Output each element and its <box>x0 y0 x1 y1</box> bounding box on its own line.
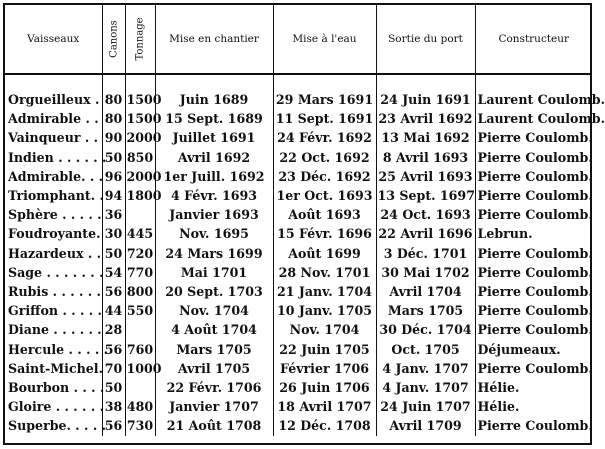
table-row <box>5 378 592 397</box>
departure-date-cell: 24 Juin 1691 <box>376 74 475 109</box>
ship-name-cell: Indien . . . . . . <box>5 148 102 167</box>
ship-table-frame <box>3 3 605 445</box>
builder-cell: Pierre Coulomb. <box>477 303 593 319</box>
builder-cell: Déjumeaux. <box>477 341 561 357</box>
keel-date-cell: 20 Sept. 1703 <box>155 282 273 301</box>
header-sortie-du-port: Sortie du port <box>376 5 475 74</box>
table-header <box>5 5 592 74</box>
header-tonnage-label: Tonnage <box>134 17 146 61</box>
table-row <box>5 224 592 243</box>
builder-cell: Pierre Coulomb. <box>477 207 593 223</box>
table-row <box>5 301 592 320</box>
launch-date-cell: 15 Févr. 1696 <box>273 224 376 243</box>
tonnage-cell: 1500 <box>125 74 155 109</box>
table-row <box>5 263 592 282</box>
launch-date-cell: 18 Avril 1707 <box>273 397 376 416</box>
keel-date-cell: Janvier 1693 <box>155 205 273 224</box>
ship-name-cell: Rubis . . . . . . <box>5 282 102 301</box>
header-mise-a-l-eau: Mise à l'eau <box>273 5 376 74</box>
keel-date-cell: Mai 1701 <box>155 263 273 282</box>
table-row <box>5 186 592 205</box>
builder-cell: Laurent Coulomb. <box>477 111 605 127</box>
canons-cell: 70 <box>102 359 125 378</box>
launch-date-cell: Février 1706 <box>273 359 376 378</box>
tonnage-cell: 720 <box>125 244 155 263</box>
departure-date-cell: Mars 1705 <box>376 301 475 320</box>
header-mise-en-chantier: Mise en chantier <box>155 5 273 74</box>
launch-date-cell: 28 Nov. 1701 <box>273 263 376 282</box>
table-body <box>5 74 605 436</box>
ship-name-cell: Admirable . . <box>5 109 102 128</box>
table-row <box>5 359 592 378</box>
ship-name-cell: Triomphant. . <box>5 186 102 205</box>
departure-date-cell: 8 Avril 1693 <box>376 148 475 167</box>
canons-cell: 80 <box>102 74 125 109</box>
ship-name-cell: Gloire . . . . . . <box>5 397 102 416</box>
tonnage-cell <box>125 378 155 397</box>
tonnage-cell <box>125 205 155 224</box>
canons-cell: 50 <box>102 244 125 263</box>
departure-date-cell: 3 Déc. 1701 <box>376 244 475 263</box>
ship-table <box>5 5 605 436</box>
ship-name-cell: Hercule . . . . . <box>5 340 102 359</box>
ship-name-cell: Sage . . . . . . . <box>5 263 102 282</box>
launch-date-cell: 22 Juin 1705 <box>273 340 376 359</box>
table-row <box>5 397 592 416</box>
builder-cell: Pierre Coulomb. <box>477 168 593 184</box>
table-row <box>5 205 592 224</box>
ship-name-cell: Saint-Michel. <box>5 359 102 378</box>
departure-date-cell: Oct. 1705 <box>376 340 475 359</box>
table-row <box>5 74 592 109</box>
tonnage-cell: 850 <box>125 148 155 167</box>
departure-date-cell: 4 Janv. 1707 <box>376 359 475 378</box>
departure-date-cell: 25 Avril 1693 <box>376 167 475 186</box>
builder-cell: Laurent Coulomb. <box>477 92 605 107</box>
table-row <box>5 148 592 167</box>
canons-cell: 36 <box>102 205 125 224</box>
builder-cell: Pierre Coulomb. <box>477 360 593 376</box>
tonnage-cell: 2000 <box>125 167 155 186</box>
header-row <box>5 5 592 74</box>
tonnage-cell: 445 <box>125 224 155 243</box>
builder-cell: Hélie. <box>477 399 520 415</box>
table-row <box>5 109 592 128</box>
ship-name-cell: Griffon . . . . . <box>5 301 102 320</box>
builder-cell: Pierre Coulomb. <box>477 149 593 165</box>
keel-date-cell: 4 Août 1704 <box>155 320 273 339</box>
table-row <box>5 128 592 147</box>
departure-date-cell: 4 Janv. 1707 <box>376 378 475 397</box>
builder-cell: Pierre Coulomb. <box>477 264 593 280</box>
launch-date-cell: 29 Mars 1691 <box>273 74 376 109</box>
keel-date-cell: 21 Août 1708 <box>155 416 273 435</box>
keel-date-cell: Nov. 1704 <box>155 301 273 320</box>
header-canons <box>102 5 125 74</box>
header-canons-label: Canons <box>108 20 119 58</box>
canons-cell: 30 <box>102 224 125 243</box>
builder-cell: Pierre Coulomb. <box>477 284 593 300</box>
table-row <box>5 244 592 263</box>
launch-date-cell: 10 Janv. 1705 <box>273 301 376 320</box>
table-row <box>5 340 592 359</box>
canons-cell: 56 <box>102 340 125 359</box>
tonnage-cell: 760 <box>125 340 155 359</box>
launch-date-cell: Nov. 1704 <box>273 320 376 339</box>
canons-cell: 96 <box>102 167 125 186</box>
launch-date-cell: 22 Oct. 1692 <box>273 148 376 167</box>
tonnage-cell: 1000 <box>125 359 155 378</box>
keel-date-cell: Avril 1692 <box>155 148 273 167</box>
ship-name-cell: Vainqueur . . <box>5 128 102 147</box>
launch-date-cell: 12 Déc. 1708 <box>273 416 376 435</box>
ship-name-cell: Bourbon . . . . <box>5 378 102 397</box>
ship-name-cell: Orgueilleux . <box>5 74 102 109</box>
departure-date-cell: 13 Sept. 1697 <box>376 186 475 205</box>
builder-cell: Pierre Coulomb. <box>477 188 593 204</box>
table-row <box>5 320 592 339</box>
launch-date-cell: Août 1699 <box>273 244 376 263</box>
table-row <box>5 282 592 301</box>
launch-date-cell: Août 1693 <box>273 205 376 224</box>
ship-name-cell: Foudroyante. <box>5 224 102 243</box>
tonnage-cell: 800 <box>125 282 155 301</box>
departure-date-cell: 23 Avril 1692 <box>376 109 475 128</box>
builder-cell: Pierre Coulomb. <box>477 322 593 338</box>
tonnage-cell: 1800 <box>125 186 155 205</box>
builder-cell: Pierre Coulomb. <box>477 130 593 146</box>
ship-name-cell: Superbe. . . . . <box>5 416 102 435</box>
departure-date-cell: 30 Mai 1702 <box>376 263 475 282</box>
canons-cell: 56 <box>102 416 125 435</box>
builder-cell: Hélie. <box>477 380 520 396</box>
canons-cell: 90 <box>102 128 125 147</box>
departure-date-cell: 24 Juin 1707 <box>376 397 475 416</box>
tonnage-cell: 770 <box>125 263 155 282</box>
table-row <box>5 167 592 186</box>
departure-date-cell: 22 Avril 1696 <box>376 224 475 243</box>
tonnage-cell: 730 <box>125 416 155 435</box>
ship-name-cell: Hazardeux . . <box>5 244 102 263</box>
keel-date-cell: 15 Sept. 1689 <box>155 109 273 128</box>
launch-date-cell: 21 Janv. 1704 <box>273 282 376 301</box>
keel-date-cell: Juillet 1691 <box>155 128 273 147</box>
keel-date-cell: 1er Juill. 1692 <box>155 167 273 186</box>
canons-cell: 28 <box>102 320 125 339</box>
keel-date-cell: Avril 1705 <box>155 359 273 378</box>
keel-date-cell: Nov. 1695 <box>155 224 273 243</box>
ship-name-cell: Sphère . . . . . <box>5 205 102 224</box>
builder-cell: Pierre Coulomb. <box>477 245 593 261</box>
canons-cell: 94 <box>102 186 125 205</box>
canons-cell: 44 <box>102 301 125 320</box>
canons-cell: 38 <box>102 397 125 416</box>
keel-date-cell: Mars 1705 <box>155 340 273 359</box>
keel-date-cell: Janvier 1707 <box>155 397 273 416</box>
header-vaisseaux: Vaisseaux <box>5 5 102 74</box>
tonnage-cell: 2000 <box>125 128 155 147</box>
canons-cell: 50 <box>102 148 125 167</box>
builder-cell: Lebrun. <box>477 226 533 242</box>
keel-date-cell: 24 Mars 1699 <box>155 244 273 263</box>
keel-date-cell: Juin 1689 <box>155 74 273 109</box>
tonnage-cell: 550 <box>125 301 155 320</box>
departure-date-cell: Avril 1704 <box>376 282 475 301</box>
launch-date-cell: 11 Sept. 1691 <box>273 109 376 128</box>
canons-cell: 80 <box>102 109 125 128</box>
launch-date-cell: 26 Juin 1706 <box>273 378 376 397</box>
keel-date-cell: 4 Févr. 1693 <box>155 186 273 205</box>
canons-cell: 56 <box>102 282 125 301</box>
canons-cell: 54 <box>102 263 125 282</box>
table-row <box>5 416 592 435</box>
canons-cell: 50 <box>102 378 125 397</box>
builder-cell: Pierre Coulomb. <box>477 418 593 434</box>
departure-date-cell: 24 Oct. 1693 <box>376 205 475 224</box>
ship-name-cell: Diane . . . . . . <box>5 320 102 339</box>
keel-date-cell: 22 Févr. 1706 <box>155 378 273 397</box>
departure-date-cell: Avril 1709 <box>376 416 475 435</box>
departure-date-cell: 30 Déc. 1704 <box>376 320 475 339</box>
tonnage-cell <box>125 320 155 339</box>
header-constructeur: Constructeur <box>475 5 592 74</box>
launch-date-cell: 1er Oct. 1693 <box>273 186 376 205</box>
tonnage-cell: 480 <box>125 397 155 416</box>
launch-date-cell: 23 Déc. 1692 <box>273 167 376 186</box>
launch-date-cell: 24 Févr. 1692 <box>273 128 376 147</box>
header-tonnage <box>125 5 155 74</box>
ship-name-cell: Admirable. . . <box>5 167 102 186</box>
departure-date-cell: 13 Mai 1692 <box>376 128 475 147</box>
tonnage-cell: 1500 <box>125 109 155 128</box>
